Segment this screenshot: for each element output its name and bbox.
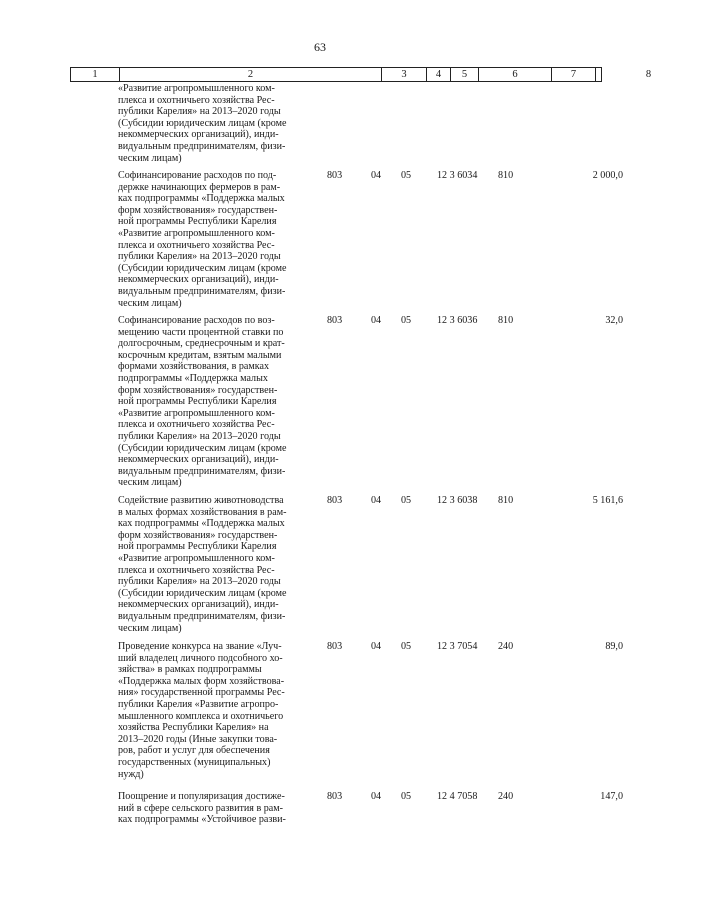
row-amount: 5 161,6 bbox=[592, 495, 623, 506]
header-col-1: 1 bbox=[92, 69, 98, 80]
row-expense-type: 810 bbox=[498, 495, 514, 506]
row-description: Содействие развитию животноводства в малых формах хозяйствования в рам- ках подпрограммы «Поддержка малых форм хозяйствования» государствен- ной программы Республики Карелия «Развитие агропромышленного ком- плекса и охотничьего хозяйства Рес- публики Карелия» на 2013–2020 годы (Субсидии юридическим лицам (кроме некоммерческих организаций), инди- видуальным предпринимателям, физи- ческим лицам) bbox=[118, 495, 287, 634]
row-target-article: 12 3 6036 bbox=[437, 315, 478, 326]
row-expense-type: 240 bbox=[498, 791, 514, 802]
row-subsection: 05 bbox=[401, 641, 412, 652]
row-ministry-code: 803 bbox=[327, 170, 343, 181]
row-description: Софинансирование расходов по воз- мещению части процентной ставки по долгосрочным, среднесрочным и крат- косрочным кредитам, взятым малыми формами хозяйствования, в рамках подпрограммы «Поддержка малых форм хозяйствования» государствен- ной программы Республики Карелия «Развитие агропромышленного ком- плекса и охотничьего хозяйства Рес- публики Карелия» на 2013–2020 годы (Субсидии юридическим лицам (кроме некоммерческих организаций), инди- видуальным предпринимателям, физи- ческим лицам) bbox=[118, 315, 287, 489]
row-ministry-code: 803 bbox=[327, 495, 343, 506]
table-row bbox=[0, 641, 640, 791]
row-target-article: 12 3 6038 bbox=[437, 495, 478, 506]
row-expense-type: 240 bbox=[498, 641, 514, 652]
row-expense-type: 810 bbox=[498, 170, 514, 181]
header-col-3: 3 bbox=[381, 68, 426, 81]
row-expense-type: 810 bbox=[498, 315, 514, 326]
table-header-row bbox=[70, 67, 652, 82]
row-section: 04 bbox=[371, 495, 382, 506]
row-description: Софинансирование расходов по под- держке начинающих фермеров в рам- ках подпрограммы «Поддержка малых форм хозяйствования» государствен- ной программы Республики Карелия «Развитие агропромышленного ком- плекса и охотничьего хозяйства Рес- публики Карелия» на 2013–2020 годы (Субсидии юридическим лицам (кроме некоммерческих организаций), инди- видуальным предпринимателям, физи- ческим лицам) bbox=[118, 170, 287, 309]
row-subsection: 05 bbox=[401, 170, 412, 181]
row-target-article: 12 3 7054 bbox=[437, 641, 478, 652]
header-col-4: 4 bbox=[426, 68, 450, 81]
header-col-7: 7 bbox=[551, 68, 595, 81]
row-section: 04 bbox=[371, 791, 382, 802]
table-row bbox=[0, 495, 640, 641]
row-amount: 147,0 bbox=[600, 791, 623, 802]
table-row bbox=[0, 170, 640, 315]
page-number: 63 bbox=[314, 40, 326, 54]
table-row bbox=[0, 315, 640, 495]
table-row bbox=[0, 791, 640, 831]
row-amount: 32,0 bbox=[605, 315, 623, 326]
row-ministry-code: 803 bbox=[327, 315, 343, 326]
header-col-8: 8 bbox=[595, 68, 701, 81]
row-ministry-code: 803 bbox=[327, 641, 343, 652]
header-col-5: 5 bbox=[450, 68, 478, 81]
row-section: 04 bbox=[371, 170, 382, 181]
row-subsection: 05 bbox=[401, 495, 412, 506]
header-col-6: 6 bbox=[478, 68, 551, 81]
row-description: Поощрение и популяризация достиже- ний в сфере сельского развития в рам- ках подпрограммы «Устойчивое разви- bbox=[118, 791, 286, 826]
table-row bbox=[0, 83, 640, 170]
row-target-article: 12 3 6034 bbox=[437, 170, 478, 181]
row-section: 04 bbox=[371, 641, 382, 652]
table-body bbox=[0, 83, 640, 831]
row-description: Проведение конкурса на звание «Луч- ший владелец личного подсобного хо- зяйства» в рамках подпрограммы «Поддержка малых форм хозяйствова- ния» государственной программы Рес- публики Карелия «Развитие агропро- мышленного комплекса и охотничьего хозяйства Республики Карелия» на 2013–2020 годы (Иные закупки това- ров, работ и услуг для обеспечения государственных (муниципальных) нужд) bbox=[118, 641, 285, 780]
row-subsection: 05 bbox=[401, 791, 412, 802]
row-amount: 2 000,0 bbox=[592, 170, 623, 181]
row-amount: 89,0 bbox=[605, 641, 623, 652]
row-subsection: 05 bbox=[401, 315, 412, 326]
header-col-2: 2 bbox=[119, 68, 381, 81]
row-target-article: 12 4 7058 bbox=[437, 791, 478, 802]
row-ministry-code: 803 bbox=[327, 791, 343, 802]
row-section: 04 bbox=[371, 315, 382, 326]
row-description: «Развитие агропромышленного ком- плекса и охотничьего хозяйства Рес- публики Карелия» на 2013–2020 годы (Субсидии юридическим лицам (кроме некоммерческих организаций), инди- видуальным предпринимателям, физи- ческим лицам) bbox=[118, 83, 287, 164]
